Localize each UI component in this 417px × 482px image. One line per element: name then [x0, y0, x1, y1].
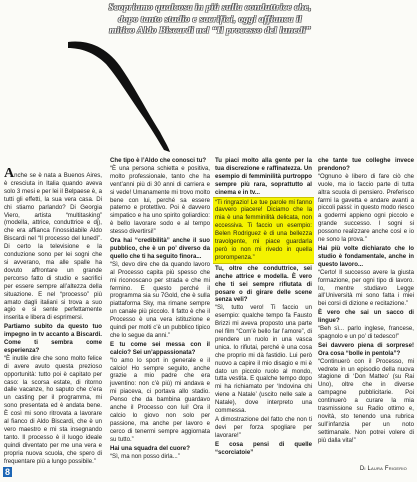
answer-7-continued: A dimostrazione del fatto che non ti devi per forza spogliare per lavorare!” — [215, 416, 312, 439]
question-9: Hai più volte dichiarato che lo studio è fondamentale, anche in questo lavoro... — [318, 244, 414, 268]
headline-line-1: Scopriamo qualcosa in più sulla conduttrice che, — [108, 2, 312, 13]
intro-paragraph — [4, 166, 102, 322]
question-1: Partiamo subito da questo tuo impegno in tv accanto a Biscardi. Come ti sembra come esperienza? — [4, 323, 102, 354]
question-4: E tu come sei messa con il calcio? Sei un’appassionata? — [110, 340, 210, 356]
answer-1: “È inutile dire che sono molto felice di avere avuto questa prezioso opportunità: tutto poi è capitato per caso: la scorsa estate, di ritorno dalle vacanze, ho saputo che c’era un casting per il programma, mi sono presentata ed è andata bene. È così mi sono ritrovata a lavorare al fianco di Aldo Biscardi, che è un vero maestro e mi sta insegnando tanto. Il processo è il luogo ideale quindi diventato per me una vera e propria nuova scuola, che spero di frequentare più a lungo possibile.” — [4, 354, 102, 465]
answer-5: “Sì, ma non posso dirla...” — [110, 452, 180, 460]
answer-4: “Io amo lo sport in generale e il calcio! Ho sempre seguito, anche grazie a mio padre che era juventino: non c’è più) mi andava e mi piaceva, ci portava allo stadio. Penso che da bambina guardavo anche il Processo con lui! Ora il calcio lo giovo non solo per passione, ma anche per lavoro e cerco di tenermi sempre aggiornata su tutto.” — [110, 356, 210, 443]
byline: Di Laura Frigerio — [359, 466, 407, 472]
answer-3: “Sì, devo dire che da quando lavoro al Processo capita più spesso che mi riconoscano per strada e che mi fermino. E questo perché il programma sia su 7Gold, che è sulla piattaforma Sky, ma rimane sempre un canale più piccolo. Il fatto è che il Processo è una vera istituzione e quindi per molti c’è un pubblico tipico che lo segue da anni.” — [110, 260, 210, 339]
answer-7: “Sì, tutto vero! Ti faccio un esempio: qualche tempo fa Fausto Brizzi mi aveva proposto una parte nel film “Com’è bello far l’amore”, di prendere un ruolo in una vasca unica. Io rifiutai, perché è una cosa che proprio mi dà fastidio. Lui però nuovo a capire il mio disagio e mi è dato un piccolo ruolo al mondo, tutta vestita. E qualche tempo dopo mi ha richiamato per ‘Indovina chi viene a Natale’ (uscito nelle sale a Natale), dove interpreto una commessa. — [215, 304, 312, 415]
question-2: Che tipo è l’Aldo che conosci tu? — [110, 157, 207, 164]
answer-11: “Continuerò con il Processo, mi vedrete in un episodio della nuova stagione di ‘Don Matteo’ (su Rai Uno), oltre che in diverse campagne pubblicitarie. Poi continuerò a curare la mia trasmissione su Radio ottimo e, novità, sto tenendo una rubrica sull’infanzia per un noto settimanale. Non potrei volere di più dalla vita!” — [318, 357, 414, 444]
answer-2: “È una persona schietta e positiva, molto professionale, tanto che ha vent’anni più di 30 anni di carriera e si vede! Umanamente mi trovo molto bene con lui, perché sa essere paterno e protettivo. Poi è davvero simpatico e ha uno spirito goliardico: è bello lavorare sodo e al tempo stesso divertirsi!” — [110, 164, 210, 236]
article-column-2 — [110, 156, 210, 461]
article-column-1 — [4, 166, 102, 467]
article-headline — [40, 2, 380, 37]
headline-line-2: dopo tanto studio e sacrifici, oggi affianca il — [118, 13, 302, 25]
question-7: Tu, oltre che conduttrice, sei anche attrice e modella. È vero che ti sei sempre rifiutata di posare o di girare delle scene senza veli? — [215, 264, 312, 304]
brush-stroke-decoration — [64, 36, 174, 154]
intro-text: nche se è nata a Buenos Aires, è cresciuta in Italia quando aveva solo 3 mesi e per lei il Belpaese è, a tutti gli effetti, la sua vera casa. Di chi stiamo parlando? Di Georgia Viero, artista “multitasking” (modella, attrice, conduttrice e dj), che era affianca l’inossidabile Aldo Biscardi nel “Il processo del lunedì”. Di certo la televisione e la conduzione sono per lei sogni che si avverano, ma alle spalle ha dovuto affrontare un grande percorso fatto di studio e sacrifici per essere sempre all’altezza della situazione. E nel “processo” più amato dagli italiani si trova a suo agio e si sente perfettamente inserita e libera di esprimersi. — [4, 172, 102, 322]
question-6: Tu piaci molto alla gente per la tua discrezione e raffinatezza. Un esempio di femminilità purtroppo sempre più rara, soprattutto al cinema e in tv... — [215, 157, 312, 196]
page-number: 8 — [5, 467, 11, 477]
question-10: È vero che sai un sacco di lingue? — [318, 309, 414, 325]
question-11: Sei davvero piena di sorprese! Ora cosa “bolle in pentola”? — [318, 341, 414, 357]
answer-8: “Ognuno è libero di fare ciò che vuole, ma io faccio parte di tutta altra scuola di pensiero. Preferisco farmi la gavetta e andare avanti a piccoli passi: in questo modo riesco a godermi appieno ogni piccolo e grande successo. I sogni si possono realizzare anche così e io ne sono la prova.” — [318, 172, 414, 244]
answer-9: “Certo! Il successo avere la giusta formazione, per ogni tipo di lavoro. Io, mentre studiavo Legge all’Università mi sono fatta i miei bei corsi di dizione e recitazione.” — [318, 268, 414, 308]
question-5: Hai una squadra del cuore? — [110, 444, 190, 452]
answer-10: “Beh sì... parlo inglese, francese, spagnolo e un po’ di tedesco!” — [318, 325, 414, 340]
question-8-continued: che tante tue colleghe invece prendono? — [318, 157, 414, 172]
question-3: Ora hai “credibilità” anche il suo pubblico, che è un po’ diverso da quello che ti ha seguito finora... — [110, 237, 210, 260]
article-column-3 — [215, 156, 312, 457]
drop-cap: A — [4, 166, 15, 181]
headline-line-3: mitico Aldo Biscardi nel “Il processo del lunedì” — [109, 25, 311, 36]
article-column-4 — [318, 156, 414, 446]
highlighted-quote: “Ti ringrazio! Le tue parole mi fanno davvero piacere! Diciamo che la mia è una femminilità delicata, non eccessiva. Ti faccio un esempio: Belen Rodriguez è di una bellezza travolgente, mi piace guardarla però io non mi rivedo in quella prorompenza.” — [213, 197, 314, 264]
question-8: E cosa pensi di quelle “scorciatoie” — [215, 440, 312, 456]
